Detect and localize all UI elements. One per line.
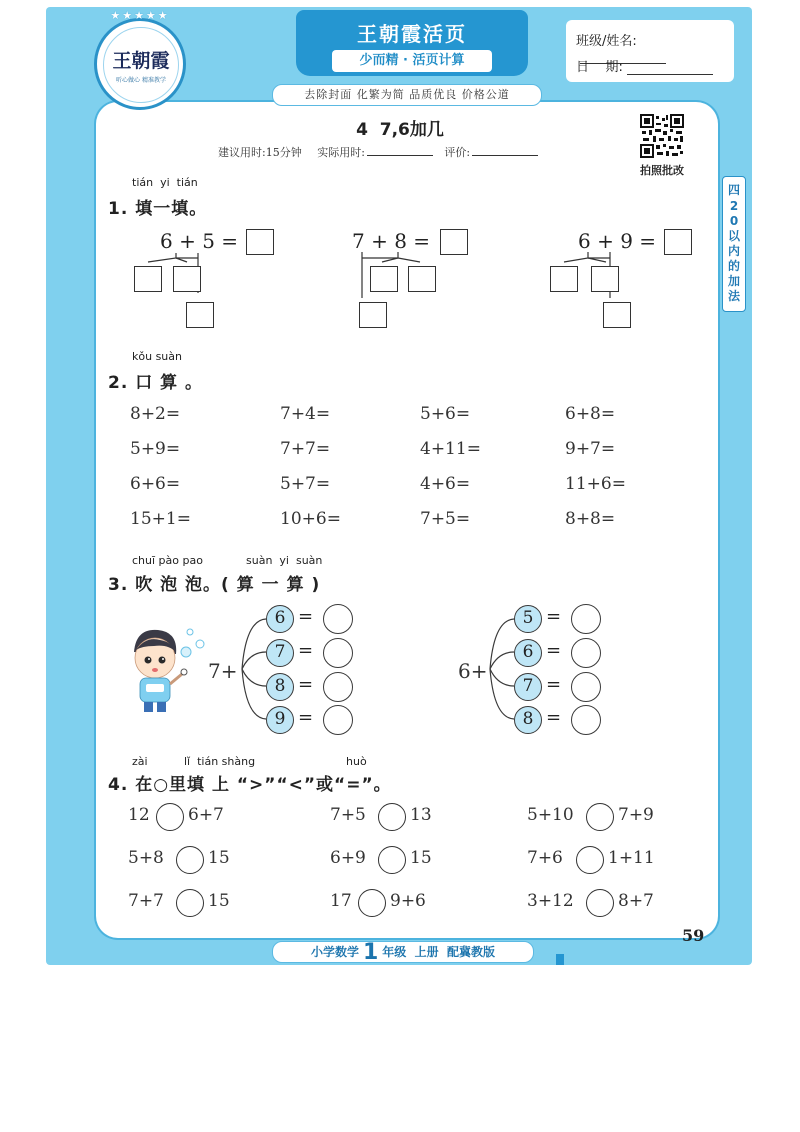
branch-left-3 <box>242 669 266 686</box>
bubble-right-value: 5 <box>514 605 542 633</box>
bubble-equals: = <box>298 674 314 695</box>
bubble-left-value: 8 <box>266 673 294 701</box>
connector-2b <box>382 252 398 262</box>
compare-left: 7+6 <box>527 848 563 868</box>
compare-left: 7+5 <box>330 805 366 825</box>
section1-title: 1. 填一填。 <box>108 199 208 219</box>
compare-right: 15 <box>208 891 230 911</box>
boy-blowing-bubbles-icon <box>124 622 210 714</box>
problem-2-expression: 7 + 8 = <box>352 229 431 253</box>
compare-left: 5+8 <box>128 848 164 868</box>
compare-left: 3+12 <box>527 891 574 911</box>
bubble-equals: = <box>298 707 314 728</box>
date-row <box>576 56 726 75</box>
section2-title: 2. 口 算 。 <box>108 373 204 393</box>
compare-circle[interactable] <box>586 803 614 831</box>
mental-calc-item: 4+6= <box>420 474 471 494</box>
branch-left-4 <box>242 669 266 719</box>
mental-calc-item: 11+6= <box>565 474 626 494</box>
qr-label: 拍照批改 <box>640 164 684 177</box>
bubble-left-answer[interactable] <box>323 672 353 702</box>
section4-pinyin-3: huò <box>346 755 367 768</box>
section3-title: 3. 吹 泡 泡。( 算 一 算 ) <box>108 575 321 595</box>
mental-calc-item: 9+7= <box>565 439 616 459</box>
connector-1b <box>176 258 187 262</box>
compare-right: 7+9 <box>618 805 654 825</box>
bubble-equals: = <box>546 707 562 728</box>
bubble-equals: = <box>546 674 562 695</box>
mental-calc-item: 7+7= <box>280 439 331 459</box>
brand-logo <box>94 9 186 110</box>
mental-calc-item: 7+4= <box>280 404 331 424</box>
section1-pinyin: tián yi tián <box>132 176 198 189</box>
bubble-left-base: 7+ <box>208 659 238 683</box>
section4-title: 4. 在○里填 上 “>”“<”或“=”。 <box>108 775 392 795</box>
compare-left: 6+9 <box>330 848 366 868</box>
problem-1-expression: 6 + 5 = <box>160 229 239 253</box>
bubble-right-base: 6+ <box>458 659 488 683</box>
bubble-equals: = <box>298 640 314 661</box>
connector-3a <box>564 252 588 262</box>
problem-3-split-box-left[interactable] <box>550 266 578 292</box>
compare-right: 15 <box>410 848 432 868</box>
bubble-left-value: 7 <box>266 639 294 667</box>
problem-3-sum-box[interactable] <box>603 302 631 328</box>
compare-left: 17 <box>330 891 352 911</box>
mental-calc-item: 7+5= <box>420 509 471 529</box>
header-slogan: 去除封面 化繁为简 品质优良 价格公道 <box>272 84 542 106</box>
banner-title: 王朝霞活页 <box>357 22 467 46</box>
compare-right: 9+6 <box>390 891 426 911</box>
actual-time-field[interactable] <box>367 145 433 156</box>
compare-circle[interactable] <box>156 803 184 831</box>
footer-marker <box>556 954 564 965</box>
date-label: 日 期: <box>576 60 623 75</box>
bubble-right-value: 6 <box>514 639 542 667</box>
unit-number: 四 <box>727 183 740 197</box>
connector-3b <box>588 258 606 262</box>
branch-right-3 <box>490 669 514 686</box>
date-field[interactable] <box>627 62 713 75</box>
mental-calc-item: 15+1= <box>130 509 191 529</box>
mental-calc-item: 4+11= <box>420 439 481 459</box>
bubble-right-answer[interactable] <box>571 638 601 668</box>
branch-left-2 <box>242 652 266 669</box>
compare-right: 6+7 <box>188 805 224 825</box>
connector-2c <box>398 258 420 262</box>
problem-1-split-box-left[interactable] <box>134 266 162 292</box>
time-line <box>218 144 618 160</box>
branch-left-1 <box>242 619 266 669</box>
mental-calc-item: 8+8= <box>565 509 616 529</box>
lesson-title: 4 7,6加几 <box>356 120 444 140</box>
bubble-right-answer[interactable] <box>571 672 601 702</box>
problem-2-split-box-left[interactable] <box>370 266 398 292</box>
mental-calc-item: 8+2= <box>130 404 181 424</box>
compare-left: 5+10 <box>527 805 574 825</box>
compare-right: 8+7 <box>618 891 654 911</box>
star-icon-row: ★★★★★ <box>110 9 170 22</box>
mental-calc-item: 6+6= <box>130 474 181 494</box>
problem-3-answer-box[interactable] <box>664 229 692 255</box>
compare-circle[interactable] <box>358 889 386 917</box>
actual-time-label: 实际用时: <box>317 146 365 159</box>
footer-subject: 小学数学 <box>310 945 359 959</box>
bubble-equals: = <box>546 606 562 627</box>
mental-calc-item: 5+6= <box>420 404 471 424</box>
branch-right-2 <box>490 652 514 669</box>
compare-circle[interactable] <box>176 889 204 917</box>
branch-right-1 <box>490 619 514 669</box>
footer-bar <box>272 941 534 963</box>
brand-tagline: 听心做心 精准教学 <box>116 77 166 84</box>
footer-grade: 1 <box>362 940 379 965</box>
bubble-equals: = <box>298 606 314 627</box>
banner-subtitle: 少而精 · 活页计算 <box>332 50 492 72</box>
unit-side-tab <box>722 176 746 312</box>
header-banner <box>296 10 528 76</box>
problem-3-expression: 6 + 9 = <box>578 229 657 253</box>
suggested-time: 建议用时:15分钟 <box>218 146 302 159</box>
problem-1-answer-box[interactable] <box>246 229 274 255</box>
page-number: 59 <box>682 926 705 945</box>
bubble-right-value: 7 <box>514 673 542 701</box>
section2-pinyin: kǒu suàn <box>132 350 182 363</box>
mental-calc-item: 6+8= <box>565 404 616 424</box>
compare-right: 1+11 <box>608 848 655 868</box>
bubble-right-answer[interactable] <box>571 705 601 735</box>
problem-2-sum-box[interactable] <box>359 302 387 328</box>
unit-label: 20以内的加法 <box>727 199 740 303</box>
mental-calc-item: 5+9= <box>130 439 181 459</box>
section3-pinyin-b: suàn yi suàn <box>246 554 323 567</box>
bubble-left-answer[interactable] <box>323 638 353 668</box>
bubble-left-value: 9 <box>266 706 294 734</box>
branch-right-4 <box>490 669 514 719</box>
bubble-left-answer[interactable] <box>323 604 353 634</box>
problem-3-split-box-right[interactable] <box>591 266 619 292</box>
compare-circle[interactable] <box>586 889 614 917</box>
evaluation-label: 评价: <box>444 146 471 159</box>
compare-circle[interactable] <box>378 803 406 831</box>
mental-calc-item: 10+6= <box>280 509 341 529</box>
compare-circle[interactable] <box>176 846 204 874</box>
student-info-box <box>566 20 734 82</box>
problem-1-split-box-right[interactable] <box>173 266 201 292</box>
qr-code-icon[interactable] <box>640 114 684 158</box>
bubble-right-answer[interactable] <box>571 604 601 634</box>
compare-right: 13 <box>410 805 432 825</box>
footer-grade-suffix: 年级 上册 配冀教版 <box>382 945 496 959</box>
bubble-left-answer[interactable] <box>323 705 353 735</box>
compare-left: 7+7 <box>128 891 164 911</box>
mental-calc-item: 5+7= <box>280 474 331 494</box>
connector-1a <box>148 253 176 262</box>
brand-name: 王朝霞 <box>112 50 170 72</box>
evaluation-field[interactable] <box>472 145 538 156</box>
problem-2-answer-box[interactable] <box>440 229 468 255</box>
section4-pinyin-2: lǐ tián shàng <box>184 755 256 768</box>
compare-right: 15 <box>208 848 230 868</box>
bubble-equals: = <box>546 640 562 661</box>
section4-pinyin-1: zài <box>132 755 148 768</box>
compare-circle[interactable] <box>378 846 406 874</box>
problem-1-sum-box[interactable] <box>186 302 214 328</box>
compare-circle[interactable] <box>576 846 604 874</box>
problem-2-split-box-right[interactable] <box>408 266 436 292</box>
compare-left: 12 <box>128 805 150 825</box>
class-name-label: 班级/姓名: <box>576 34 637 49</box>
bubble-right-value: 8 <box>514 706 542 734</box>
bubble-left-value: 6 <box>266 605 294 633</box>
section3-pinyin-a: chuī pào pao <box>132 554 203 567</box>
